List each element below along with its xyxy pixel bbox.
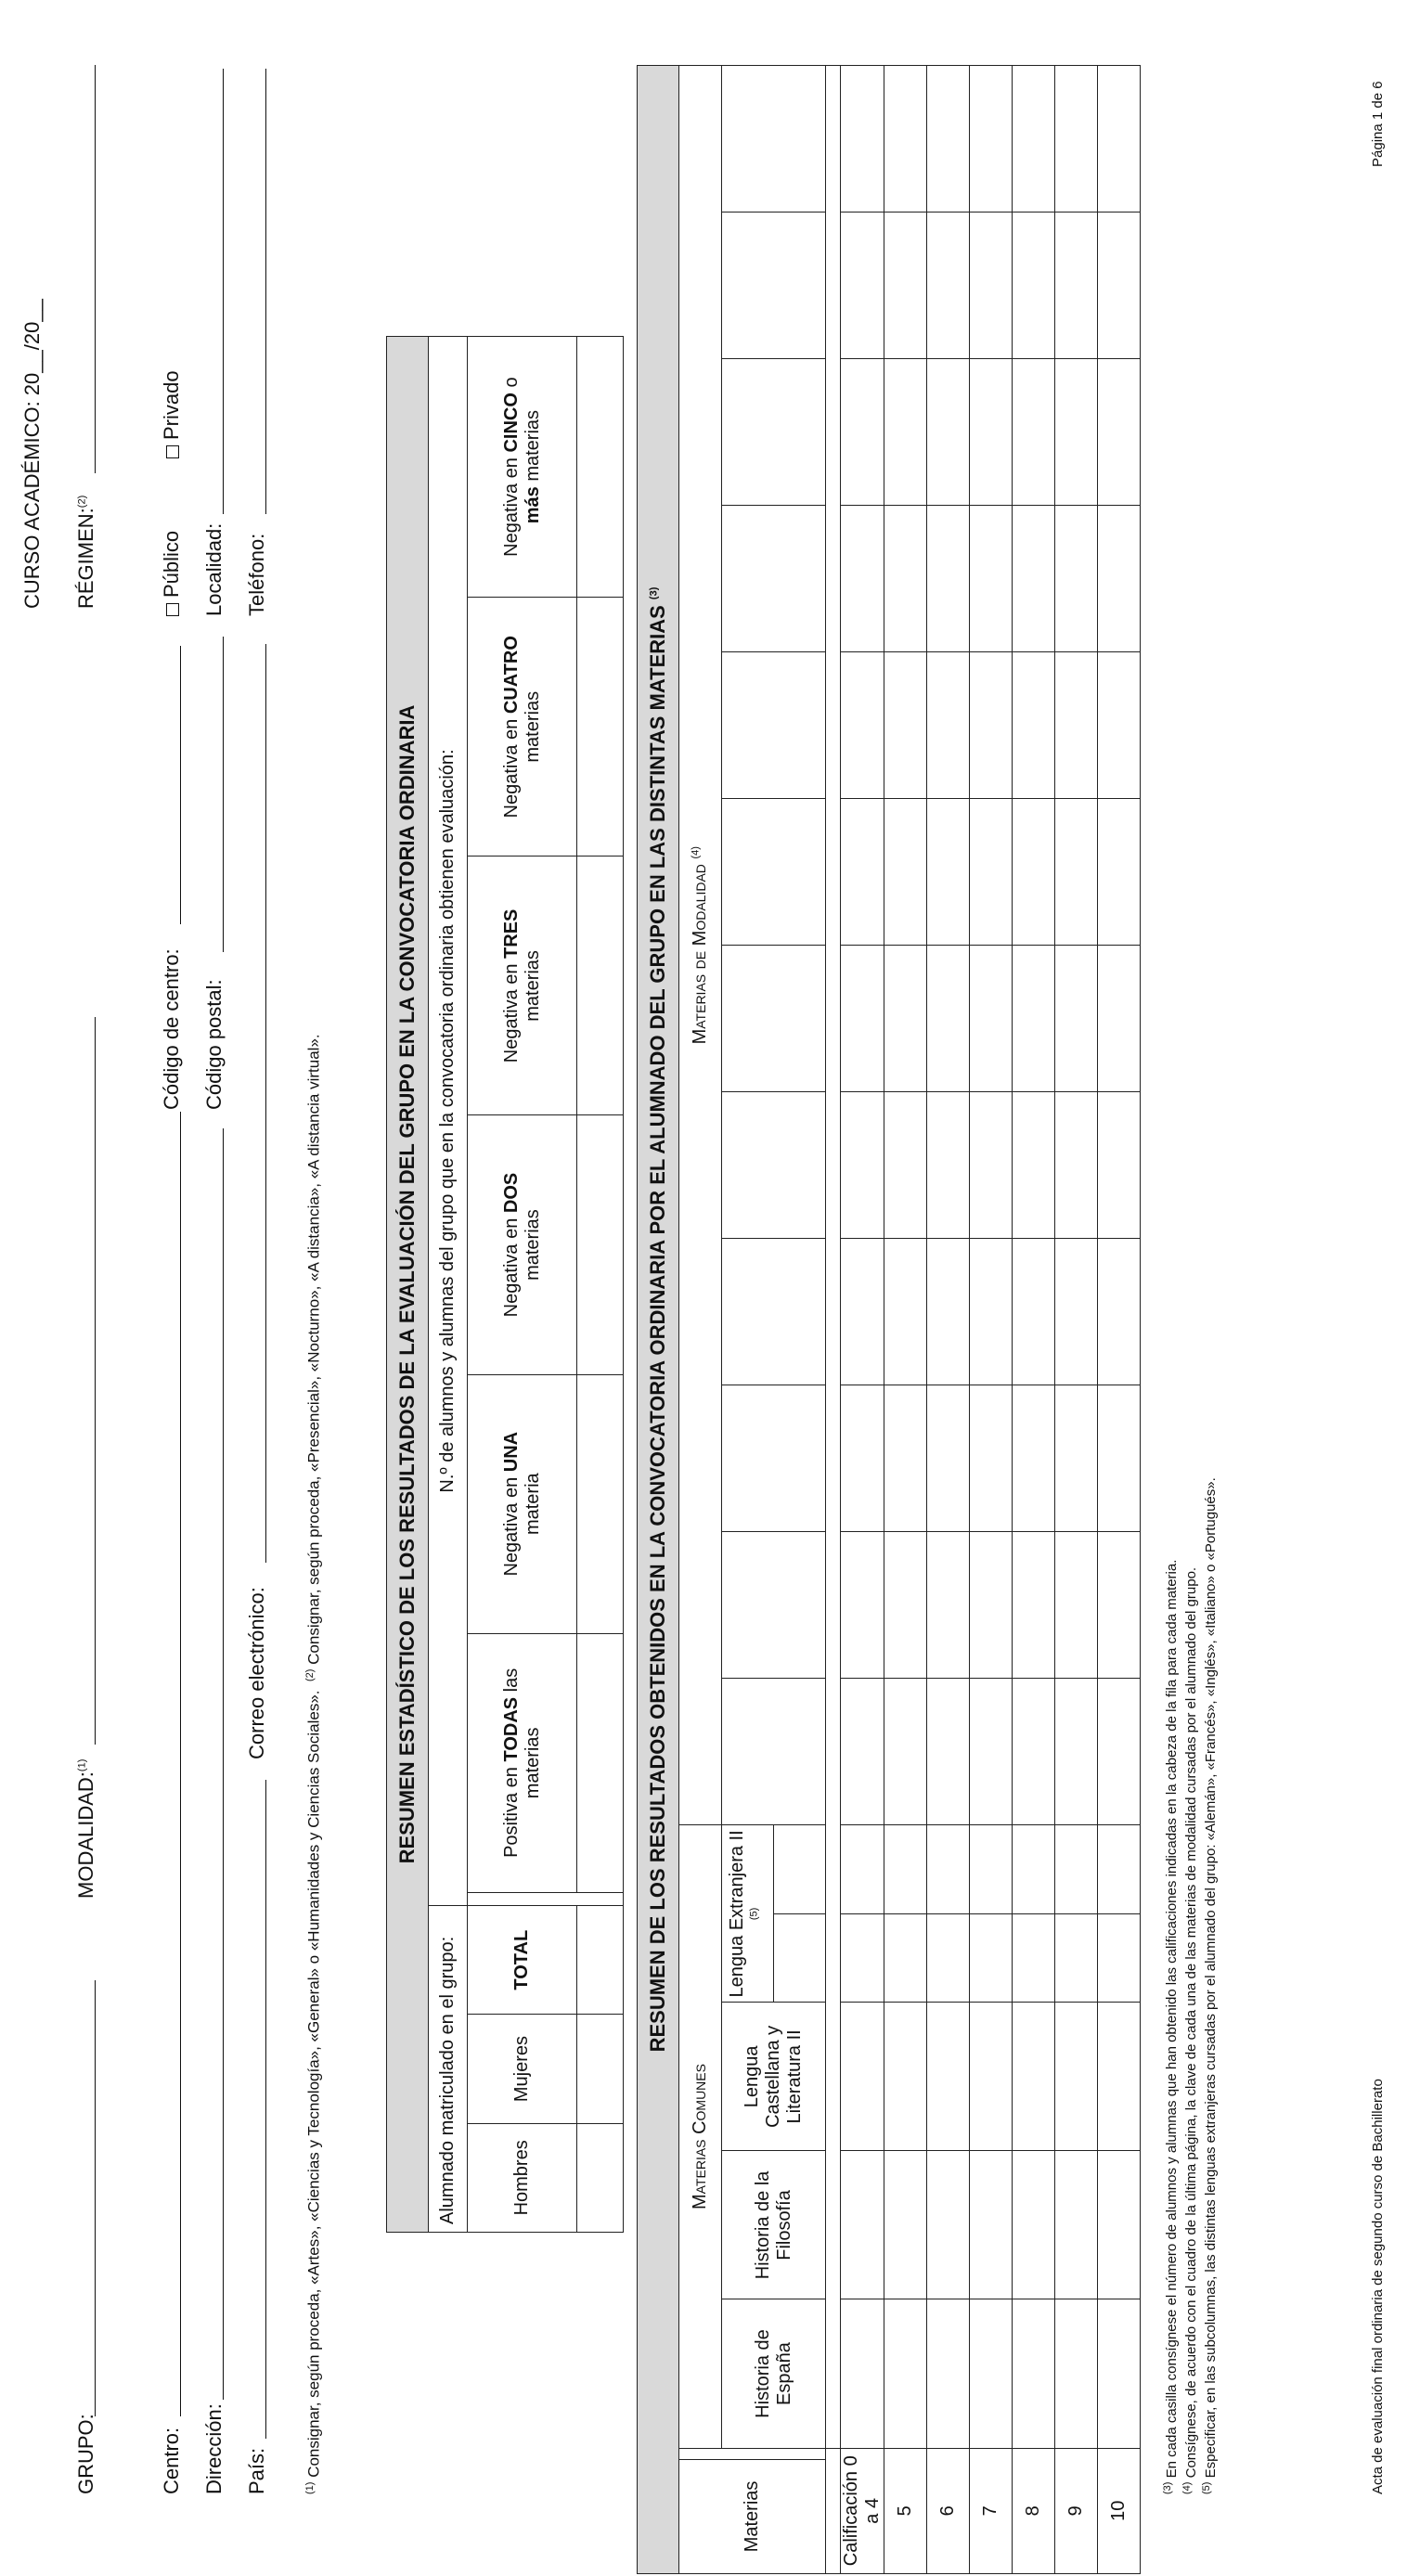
grade-count-cell[interactable] xyxy=(970,506,1013,652)
col-mujeres: Mujeres xyxy=(468,2015,577,2123)
modalidad-subject-10[interactable] xyxy=(722,359,826,506)
grade-count-cell[interactable] xyxy=(927,506,970,652)
grupo-label: GRUPO: xyxy=(74,2414,97,2494)
grade-label: 5 xyxy=(884,2448,927,2573)
grade-count-cell[interactable] xyxy=(1098,2299,1141,2448)
grade-count-cell[interactable] xyxy=(1098,799,1141,946)
grade-count-cell[interactable] xyxy=(970,1092,1013,1239)
grade-count-cell[interactable] xyxy=(884,652,927,799)
col-total: TOTAL xyxy=(468,1906,577,2015)
grade-count-cell[interactable] xyxy=(1055,1679,1098,1825)
input-hombres[interactable] xyxy=(577,2123,624,2232)
input-negativa-cuatro[interactable] xyxy=(577,598,624,857)
modalidad-label: MODALIDAD:$^{(1)}$ xyxy=(74,1758,97,1899)
grade-count-cell[interactable] xyxy=(927,652,970,799)
grade-count-cell[interactable] xyxy=(841,652,884,799)
grade-count-cell[interactable] xyxy=(970,946,1013,1092)
modalidad-subject-11[interactable] xyxy=(722,213,826,359)
grade-label: Calificación 0 a 4 xyxy=(841,2448,884,2573)
historia-filosofia-header: Historia de la Filosofía xyxy=(722,2151,826,2299)
grade-count-cell[interactable] xyxy=(884,946,927,1092)
grade-count-cell[interactable] xyxy=(1013,1913,1055,2002)
modalidad-subject-1[interactable] xyxy=(722,1679,826,1825)
col-negativa-cuatro: Negativa en CUATRO materias xyxy=(468,598,577,857)
grade-count-cell[interactable] xyxy=(1098,652,1141,799)
grade-count-cell[interactable] xyxy=(1055,2151,1098,2299)
grade-count-cell[interactable] xyxy=(1013,2299,1055,2448)
grade-count-cell[interactable] xyxy=(1055,1385,1098,1532)
input-mujeres[interactable] xyxy=(577,2015,624,2123)
curso-academico-label: CURSO ACADÉMICO: 20__/20__ xyxy=(20,299,44,609)
grade-count-cell[interactable] xyxy=(841,946,884,1092)
pais-field[interactable] xyxy=(265,1780,266,2439)
localidad-label: Localidad: xyxy=(202,522,226,616)
grade-count-cell[interactable] xyxy=(841,506,884,652)
grade-count-cell[interactable] xyxy=(1013,652,1055,799)
grade-count-cell[interactable] xyxy=(970,1385,1013,1532)
grade-count-cell[interactable] xyxy=(1098,66,1141,213)
grade-count-cell[interactable] xyxy=(927,2151,970,2299)
grade-count-cell[interactable] xyxy=(841,2299,884,2448)
modalidad-field[interactable] xyxy=(95,1017,96,1745)
col-hombres: Hombres xyxy=(468,2123,577,2232)
col-negativa-cinco: Negativa en CINCO o más materias xyxy=(468,337,577,598)
grade-count-cell[interactable] xyxy=(884,1532,927,1679)
grade-count-cell[interactable] xyxy=(884,1092,927,1239)
grade-count-cell[interactable] xyxy=(927,946,970,1092)
grade-count-cell[interactable] xyxy=(927,1913,970,2002)
grade-count-cell[interactable] xyxy=(1055,946,1098,1092)
grade-count-cell[interactable] xyxy=(970,66,1013,213)
codigo-centro-label: Código de centro: xyxy=(160,948,183,1110)
grade-count-cell[interactable] xyxy=(927,213,970,359)
materias-header: Materias xyxy=(679,2459,826,2573)
spacer-cell xyxy=(468,1892,624,1905)
grade-count-cell[interactable] xyxy=(1055,1825,1098,1913)
grade-count-cell[interactable] xyxy=(970,2003,1013,2151)
grade-label: 10 xyxy=(1098,2448,1141,2573)
grade-count-cell[interactable] xyxy=(927,1239,970,1385)
correo-label: Correo electrónico: xyxy=(245,1587,268,1759)
modalidad-subject-4[interactable] xyxy=(722,1239,826,1385)
grade-count-cell[interactable] xyxy=(970,1532,1013,1679)
grade-count-cell[interactable] xyxy=(1098,1092,1141,1239)
grade-count-cell[interactable] xyxy=(927,1679,970,1825)
grade-count-cell[interactable] xyxy=(1013,1679,1055,1825)
grade-count-cell[interactable] xyxy=(1098,1825,1141,1913)
grade-count-cell[interactable] xyxy=(1013,506,1055,652)
materias-comunes-header: Materias Comunes xyxy=(679,1825,722,2448)
grade-row xyxy=(1098,66,1141,2574)
modalidad-subject-5[interactable] xyxy=(722,1092,826,1239)
grade-count-cell[interactable] xyxy=(1098,1385,1141,1532)
input-negativa-tres[interactable] xyxy=(577,857,624,1115)
grade-count-cell[interactable] xyxy=(927,1092,970,1239)
direccion-field[interactable] xyxy=(223,1128,224,2400)
grade-count-cell[interactable] xyxy=(970,359,1013,506)
grade-row xyxy=(970,66,1013,2574)
publico-option[interactable]: Público xyxy=(160,531,184,616)
input-negativa-cinco[interactable] xyxy=(577,337,624,598)
grade-label: 7 xyxy=(970,2448,1013,2573)
grade-count-cell[interactable] xyxy=(970,1239,1013,1385)
lengua-extranjera-sub-2[interactable] xyxy=(774,1825,826,1913)
grade-count-cell[interactable] xyxy=(970,2151,1013,2299)
grade-count-cell[interactable] xyxy=(1098,2151,1141,2299)
grade-count-cell[interactable] xyxy=(927,2003,970,2151)
grade-count-cell[interactable] xyxy=(884,2299,927,2448)
modalidad-subject-3[interactable] xyxy=(722,1385,826,1532)
grade-count-cell[interactable] xyxy=(1055,1532,1098,1679)
grade-row xyxy=(841,66,884,2574)
col-negativa-dos: Negativa en DOS materias xyxy=(468,1115,577,1374)
grade-count-cell[interactable] xyxy=(1013,2151,1055,2299)
centro-label: Centro: xyxy=(160,2427,183,2494)
grade-count-cell[interactable] xyxy=(884,1679,927,1825)
materias-modalidad-header: Materias de Modalidad $^{(4)}$ xyxy=(679,66,722,1825)
grade-count-cell[interactable] xyxy=(1013,1532,1055,1679)
grade-count-cell[interactable] xyxy=(841,66,884,213)
grade-count-cell[interactable] xyxy=(1055,359,1098,506)
grade-rows xyxy=(841,66,1141,2574)
grade-count-cell[interactable] xyxy=(1098,2003,1141,2151)
grade-count-cell[interactable] xyxy=(841,1532,884,1679)
grade-label: 6 xyxy=(927,2448,970,2573)
grade-count-cell[interactable] xyxy=(884,359,927,506)
grade-count-cell[interactable] xyxy=(884,1825,927,1913)
grade-count-cell[interactable] xyxy=(841,1825,884,1913)
grade-count-cell[interactable] xyxy=(841,2151,884,2299)
grade-count-cell[interactable] xyxy=(927,1385,970,1532)
grade-count-cell[interactable] xyxy=(1013,66,1055,213)
separator-row xyxy=(826,2448,841,2573)
grade-count-cell[interactable] xyxy=(884,506,927,652)
telefono-field[interactable] xyxy=(265,69,266,514)
grade-count-cell[interactable] xyxy=(884,1913,927,2002)
privado-option[interactable]: Privado xyxy=(160,370,184,458)
grade-count-cell[interactable] xyxy=(1013,799,1055,946)
grade-count-cell[interactable] xyxy=(841,1092,884,1239)
eval-header: N.º de alumnos y alumnas del grupo que en la convocatoria ordinaria obtienen evaluación: xyxy=(429,337,468,1906)
grade-count-cell[interactable] xyxy=(1013,946,1055,1092)
materias-spacer xyxy=(679,2448,826,2459)
grade-count-cell[interactable] xyxy=(970,1913,1013,2002)
regimen-field[interactable] xyxy=(95,65,96,473)
pais-label: País: xyxy=(245,2447,268,2494)
grade-count-cell[interactable] xyxy=(1013,1092,1055,1239)
grade-count-cell[interactable] xyxy=(927,1532,970,1679)
grade-count-cell[interactable] xyxy=(841,213,884,359)
grade-count-cell[interactable] xyxy=(841,1679,884,1825)
grade-count-cell[interactable] xyxy=(1055,1092,1098,1239)
grade-count-cell[interactable] xyxy=(970,799,1013,946)
results-title: RESUMEN DE LOS RESULTADOS OBTENIDOS EN LA CONVOCATORIA ORDINARIA POR EL ALUMNADO DEL GRUPO EN LAS DISTINTAS MATERIAS $^{(3)}$ xyxy=(638,66,679,2574)
grade-count-cell[interactable] xyxy=(841,1385,884,1532)
grade-count-cell[interactable] xyxy=(884,799,927,946)
input-total[interactable] xyxy=(577,1906,624,2015)
results-table xyxy=(637,65,1141,2574)
grupo-field[interactable] xyxy=(95,1980,96,2416)
input-negativa-una[interactable] xyxy=(577,1374,624,1633)
lengua-extranjera-sub-1[interactable] xyxy=(774,1913,826,2002)
modalidad-subject-9[interactable] xyxy=(722,506,826,652)
grade-count-cell[interactable] xyxy=(841,1913,884,2002)
grade-count-cell[interactable] xyxy=(927,1825,970,1913)
codigo-postal-field[interactable] xyxy=(223,637,224,952)
publico-checkbox[interactable] xyxy=(166,603,179,616)
modalidad-subject-8[interactable] xyxy=(722,652,826,799)
grade-count-cell[interactable] xyxy=(1055,2299,1098,2448)
footer-left: Acta de evaluación final ordinaria de segundo curso de Bachillerato xyxy=(1370,2079,1386,2494)
codigo-centro-field[interactable] xyxy=(180,646,181,924)
input-positiva-todas[interactable] xyxy=(577,1633,624,1892)
telefono-label: Teléfono: xyxy=(245,533,268,616)
correo-field[interactable] xyxy=(265,644,266,1563)
grade-count-cell[interactable] xyxy=(884,1385,927,1532)
grade-count-cell[interactable] xyxy=(841,2003,884,2151)
grade-count-cell[interactable] xyxy=(1055,213,1098,359)
col-negativa-tres: Negativa en TRES materias xyxy=(468,857,577,1115)
col-positiva-todas: Positiva en TODAS las materias xyxy=(468,1633,577,1892)
modalidad-subject-7[interactable] xyxy=(722,799,826,946)
grade-count-cell[interactable] xyxy=(1055,652,1098,799)
grade-count-cell[interactable] xyxy=(1098,359,1141,506)
privado-checkbox[interactable] xyxy=(166,445,179,458)
stats-table xyxy=(386,336,624,2233)
grade-count-cell[interactable] xyxy=(1013,359,1055,506)
grade-count-cell[interactable] xyxy=(1055,1913,1098,2002)
grade-count-cell[interactable] xyxy=(1055,66,1098,213)
grade-count-cell[interactable] xyxy=(1013,1239,1055,1385)
grade-count-cell[interactable] xyxy=(970,652,1013,799)
grade-count-cell[interactable] xyxy=(841,799,884,946)
enrolled-header: Alumnado matriculado en el grupo: xyxy=(429,1906,468,2233)
grade-count-cell[interactable] xyxy=(1098,213,1141,359)
localidad-field[interactable] xyxy=(223,69,224,514)
grade-count-cell[interactable] xyxy=(1055,1239,1098,1385)
grade-count-cell[interactable] xyxy=(1013,2003,1055,2151)
grade-count-cell[interactable] xyxy=(970,2299,1013,2448)
grade-count-cell[interactable] xyxy=(884,66,927,213)
grade-count-cell[interactable] xyxy=(970,1679,1013,1825)
separator-row-body xyxy=(826,66,841,2449)
grade-count-cell[interactable] xyxy=(927,66,970,213)
direccion-label: Dirección: xyxy=(202,2403,226,2494)
lengua-extranjera-header: Lengua Extranjera II $^{(5)}$ xyxy=(722,1825,774,2003)
grade-count-cell[interactable] xyxy=(1098,1913,1141,2002)
grade-row xyxy=(1055,66,1098,2574)
grade-count-cell[interactable] xyxy=(884,2151,927,2299)
input-negativa-dos[interactable] xyxy=(577,1115,624,1374)
grade-count-cell[interactable] xyxy=(1098,946,1141,1092)
grade-count-cell[interactable] xyxy=(1098,1239,1141,1385)
grade-count-cell[interactable] xyxy=(927,2299,970,2448)
grade-count-cell[interactable] xyxy=(1098,1532,1141,1679)
header-notes: $^{(1)}$ Consignar, según proceda, «Artes», «Ciencias y Tecnología», «General» o «Humanidades y Ciencias Sociales». $^{(2)}$ Consignar, según proceda, «Presencial», «Nocturno», «A distancia», «A distancia virtual». xyxy=(304,1034,323,2494)
regimen-label: RÉGIMEN:$^{(2)}$ xyxy=(74,495,97,609)
modalidad-subject-6[interactable] xyxy=(722,946,826,1092)
modalidad-subject-12[interactable] xyxy=(722,66,826,213)
grade-count-cell[interactable] xyxy=(970,1825,1013,1913)
grade-count-cell[interactable] xyxy=(884,2003,927,2151)
historia-espana-header: Historia de España xyxy=(722,2299,826,2448)
grade-count-cell[interactable] xyxy=(970,213,1013,359)
footnote-4: $^{(4)}$ Consígnese, de acuerdo con el cuadro de la última página, la clave de cada una de las materias de modalidad cursadas por el alumnado del grupo. xyxy=(1181,1566,1199,2494)
grade-count-cell[interactable] xyxy=(1098,506,1141,652)
grade-row xyxy=(927,66,970,2574)
grade-count-cell[interactable] xyxy=(1055,2003,1098,2151)
grade-label: 9 xyxy=(1055,2448,1098,2573)
grade-count-cell[interactable] xyxy=(1055,506,1098,652)
grade-count-cell[interactable] xyxy=(1013,213,1055,359)
footnote-5: $^{(5)}$ Especificar, en las subcolumnas, las distintas lenguas extranjeras cursadas por el alumnado del grupo: «Alemán», «Francés», «Inglés», «Italiano» o «Portugués». xyxy=(1201,1477,1219,2494)
grade-row xyxy=(1013,66,1055,2574)
grade-count-cell[interactable] xyxy=(884,213,927,359)
grade-count-cell[interactable] xyxy=(1098,1679,1141,1825)
col-negativa-una: Negativa en UNA materia xyxy=(468,1374,577,1633)
modalidad-subject-2[interactable] xyxy=(722,1532,826,1679)
grade-count-cell[interactable] xyxy=(884,1239,927,1385)
grade-row xyxy=(884,66,927,2574)
grade-label: 8 xyxy=(1013,2448,1055,2573)
grade-count-cell[interactable] xyxy=(927,799,970,946)
footnote-3: $^{(3)}$ En cada casilla consígnese el número de alumnos y alumnas que han obtenido las calificaciones indicadas en la cabeza de la fila para cada materia. xyxy=(1162,1559,1180,2494)
codigo-postal-label: Código postal: xyxy=(202,979,226,1110)
grade-count-cell[interactable] xyxy=(841,359,884,506)
footnotes xyxy=(1160,1477,1219,2494)
grade-count-cell[interactable] xyxy=(1013,1825,1055,1913)
grade-count-cell[interactable] xyxy=(841,1239,884,1385)
centro-field[interactable] xyxy=(180,1112,181,2416)
lengua-castellana-header: Lengua Castellana y Literatura II xyxy=(722,2003,826,2151)
stats-title: RESUMEN ESTADÍSTICO DE LOS RESULTADOS DE LA EVALUACIÓN DEL GRUPO EN LA CONVOCATORIA ORDINARIA xyxy=(387,337,429,2233)
grade-count-cell[interactable] xyxy=(927,359,970,506)
grade-count-cell[interactable] xyxy=(1013,1385,1055,1532)
footer-right: Página 1 de 6 xyxy=(1370,81,1386,167)
grade-count-cell[interactable] xyxy=(1055,799,1098,946)
